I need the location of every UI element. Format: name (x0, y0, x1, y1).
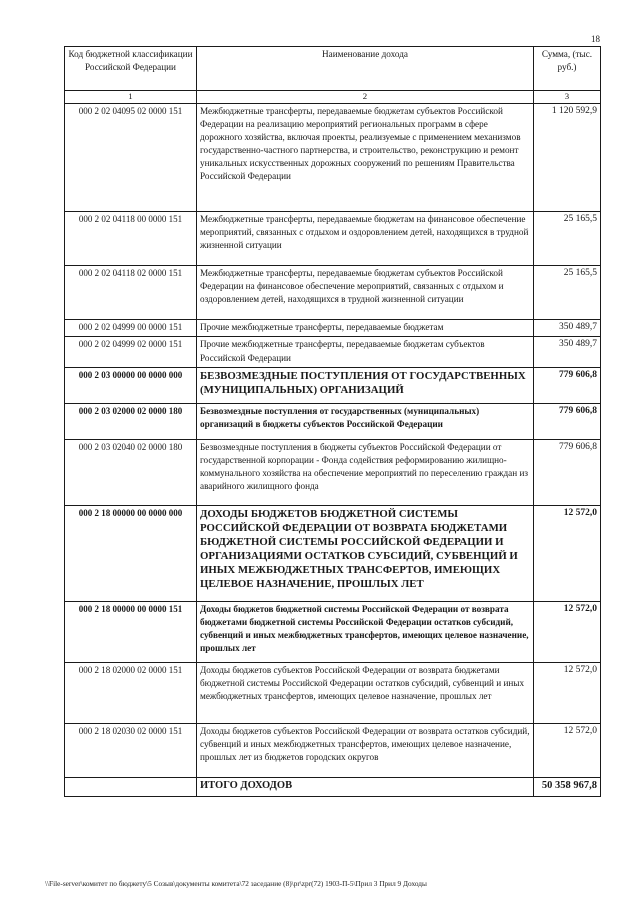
table-row (65, 367, 601, 403)
row-name: Безвозмездные поступления от государственных (муниципальных) организаций в бюджеты субъектов Российской Федерации (197, 403, 534, 439)
table-row (65, 403, 601, 439)
row-sum: 12 572,0 (534, 662, 601, 723)
column-number: 2 (197, 91, 534, 104)
row-code: 000 2 03 02040 02 0000 180 (65, 439, 197, 505)
row-name: Доходы бюджетов субъектов Российской Федерации от возврата бюджетами бюджетной системы Российской Федерации остатков субсидий, субвенций и иных межбюджетных трансфертов, имеющих целевое назначение, прошлых лет (197, 662, 534, 723)
row-code: 000 2 03 02000 02 0000 180 (65, 403, 197, 439)
row-code: 000 2 02 04118 00 0000 151 (65, 212, 197, 266)
table-row (65, 266, 601, 320)
row-name: БЕЗВОЗМЕЗДНЫЕ ПОСТУПЛЕНИЯ ОТ ГОСУДАРСТВЕННЫХ (МУНИЦИПАЛЬНЫХ) ОРГАНИЗАЦИЙ (197, 367, 534, 403)
row-name: ДОХОДЫ БЮДЖЕТОВ БЮДЖЕТНОЙ СИСТЕМЫ РОССИЙСКОЙ ФЕДЕРАЦИИ ОТ ВОЗВРАТА БЮДЖЕТАМИ БЮДЖЕТНОЙ СИСТЕМЫ РОССИЙСКОЙ ФЕДЕРАЦИИ И ОРГАНИЗАЦИЯМИ ОСТАТКОВ СУБСИДИЙ, СУБВЕНЦИЙ И ИНЫХ МЕЖБЮДЖЕТНЫХ ТРАНСФЕРТОВ, ИМЕЮЩИХ ЦЕЛЕВОЕ НАЗНАЧЕНИЕ, ПРОШЛЫХ ЛЕТ (197, 505, 534, 601)
header-code: Код бюджетной классификации Российской Федерации (65, 47, 197, 91)
row-name: Прочие межбюджетные трансферты, передаваемые бюджетам (197, 320, 534, 337)
row-code: 000 2 18 02000 02 0000 151 (65, 662, 197, 723)
header-name: Наименование дохода (197, 47, 534, 91)
row-name: Межбюджетные трансферты, передаваемые бюджетам на финансовое обеспечение мероприятий, связанных с отдыхом и оздоровлением детей, находящихся в трудной жизненной ситуации (197, 212, 534, 266)
row-sum: 779 606,8 (534, 367, 601, 403)
column-number-row (65, 91, 601, 104)
row-code: 000 2 02 04999 02 0000 151 (65, 337, 197, 367)
table-row (65, 337, 601, 367)
row-code: 000 2 02 04999 00 0000 151 (65, 320, 197, 337)
row-sum: 25 165,5 (534, 266, 601, 320)
table-row (65, 320, 601, 337)
table-row (65, 212, 601, 266)
row-name: Межбюджетные трансферты, передаваемые бюджетам субъектов Российской Федерации на реализацию мероприятий региональных программ в сфере дорожного хозяйства, включая проекты, реализуемые с применением механизмов государственно-частного партнерства, и строительство, реконструкцию и ремонт уникальных искусственных дорожных сооружений по решениям Правительства Российской Федерации (197, 104, 534, 212)
table-row (65, 601, 601, 662)
table-row (65, 439, 601, 505)
row-sum: 12 572,0 (534, 601, 601, 662)
row-name: Доходы бюджетов субъектов Российской Федерации от возврата остатков субсидий, субвенций и иных межбюджетных трансфертов, имеющих целевое назначение, прошлых лет из бюджетов городских округов (197, 723, 534, 777)
row-code: 000 2 03 00000 00 0000 000 (65, 367, 197, 403)
column-number: 3 (534, 91, 601, 104)
table-row (65, 104, 601, 212)
row-code: 000 2 18 00000 00 0000 151 (65, 601, 197, 662)
page-number: 18 (591, 34, 600, 44)
row-sum: 12 572,0 (534, 505, 601, 601)
total-code (65, 777, 197, 796)
file-path-footer: \\File-server\комитет по бюджету\5 Созыв\документы комитета\72 заседание (8)\pr\zpr(72) 1903-П-5\Прил 3 Прил 9 Доходы (45, 879, 427, 888)
row-code: 000 2 02 04095 02 0000 151 (65, 104, 197, 212)
table-row (65, 662, 601, 723)
row-name: Безвозмездные поступления в бюджеты субъектов Российской Федерации от государственной корпорации - Фонда содействия реформированию жилищно-коммунального хозяйства на обеспечение мероприятий по переселению граждан из аварийного жилищного фонда (197, 439, 534, 505)
row-name: Прочие межбюджетные трансферты, передаваемые бюджетам субъектов Российской Федерации (197, 337, 534, 367)
row-code: 000 2 18 00000 00 0000 000 (65, 505, 197, 601)
revenue-table (64, 46, 601, 797)
total-row (65, 777, 601, 796)
header-sum: Сумма, (тыс. руб.) (534, 47, 601, 91)
row-sum: 25 165,5 (534, 212, 601, 266)
row-sum: 350 489,7 (534, 320, 601, 337)
table-body (65, 104, 601, 797)
row-name: Доходы бюджетов бюджетной системы Российской Федерации от возврата бюджетами бюджетной системы Российской Федерации остатков субсидий, субвенций и иных межбюджетных трансфертов, имеющих целевое назначение, прошлых лет (197, 601, 534, 662)
total-label: ИТОГО ДОХОДОВ (197, 777, 534, 796)
table-header-row (65, 47, 601, 91)
row-code: 000 2 18 02030 02 0000 151 (65, 723, 197, 777)
row-sum: 779 606,8 (534, 439, 601, 505)
row-name: Межбюджетные трансферты, передаваемые бюджетам субъектов Российской Федерации на финансовое обеспечение мероприятий, связанных с отдыхом и оздоровлением детей, находящихся в трудной жизненной ситуации (197, 266, 534, 320)
row-sum: 1 120 592,9 (534, 104, 601, 212)
table-row (65, 723, 601, 777)
row-sum: 12 572,0 (534, 723, 601, 777)
row-sum: 350 489,7 (534, 337, 601, 367)
table-row (65, 505, 601, 601)
total-sum: 50 358 967,8 (534, 777, 601, 796)
column-number: 1 (65, 91, 197, 104)
row-sum: 779 606,8 (534, 403, 601, 439)
row-code: 000 2 02 04118 02 0000 151 (65, 266, 197, 320)
